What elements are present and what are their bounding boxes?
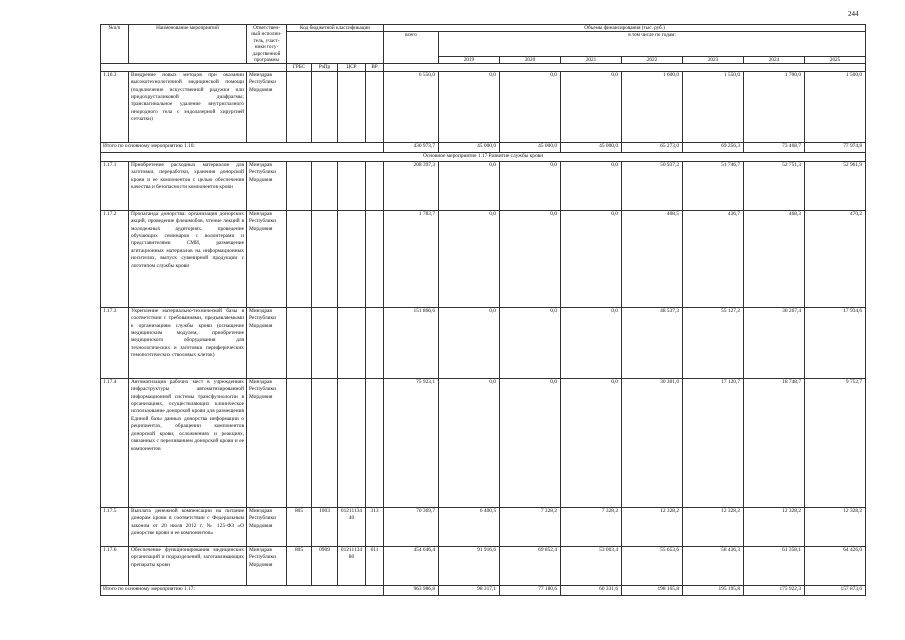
- year-value: 1 600,0: [622, 71, 683, 142]
- year-value: 0,0: [439, 161, 500, 210]
- code-grbs: 805: [287, 546, 312, 585]
- measure-name: Внедрение новых методов при оказании высокотехнологичной медицинской помощи (подключение искусственной радужки или иридохрусталиковой диафрагмы; трансвагинальное удаление внутриглазного инородного тела с эндолазерной хирургией сетчатки): [129, 71, 247, 142]
- year-value: 6 400,5: [439, 507, 500, 546]
- total-year-value: 45 000,0: [561, 142, 622, 152]
- year-value: 12 328,2: [622, 507, 683, 546]
- total-row: [101, 142, 866, 152]
- table-row: [101, 71, 866, 142]
- code-vr: [366, 307, 384, 378]
- financing-table: [100, 24, 866, 596]
- year-value: 18 748,7: [744, 378, 805, 507]
- year-value: 61 358,1: [744, 546, 805, 585]
- responsible-executor: Минздрав Республики Мордовия: [247, 210, 287, 307]
- measure-name: Приобретение расходных материалов для заготовки, переработки, хранения донорской крови и ее компонентов с целью обеспечения качества и безопасности компонентов крови: [129, 161, 247, 210]
- total-label: Итого по основному мероприятию 1.17:: [101, 585, 384, 595]
- table-row: [101, 507, 866, 546]
- code-grbs: [287, 210, 312, 307]
- code-vr: [366, 161, 384, 210]
- total-value: 454 646,4: [384, 546, 439, 585]
- header-grbs: ГРБС: [287, 64, 312, 71]
- year-value: 64 426,0: [805, 546, 866, 585]
- year-value: 48 537,3: [622, 307, 683, 378]
- header-codes-spacer: [101, 64, 287, 71]
- code-csr: [338, 307, 366, 378]
- total-year-value: 198 165,8: [622, 585, 683, 595]
- code-vr: 313: [366, 507, 384, 546]
- year-value: 7 328,2: [500, 507, 561, 546]
- measure-name: Автоматизация рабочих мест в учреждениях инфраструктуры автоматизированной информационной системы трансфузиологии в организациях, осуществляющих клиническое использование донорской крови для размещения Единой базы данных донорства информации о реципиентах, обращении компонентов донорской крови, осложнениях и реакциях, связанных с переливанием донорской крови и ее компонентов: [129, 378, 247, 507]
- year-value: 7 328,2: [561, 507, 622, 546]
- header-row-1: [101, 25, 866, 32]
- header-num: №п/п: [101, 25, 129, 64]
- code-vr: 611: [366, 546, 384, 585]
- year-value: 468,3: [744, 210, 805, 307]
- year-value: 17 934,6: [805, 307, 866, 378]
- year-value: 0,0: [500, 378, 561, 507]
- header-name: Наименование мероприятий: [129, 25, 247, 64]
- code-rzpr: [312, 307, 338, 378]
- row-number: 1.17.1: [101, 161, 129, 210]
- total-value: 1 783,7: [384, 210, 439, 307]
- header-volume-spacer: [384, 64, 866, 71]
- table-row: [101, 378, 866, 507]
- code-grbs: 805: [287, 507, 312, 546]
- code-csr: [338, 161, 366, 210]
- code-grbs: [287, 307, 312, 378]
- year-value: 0,0: [500, 161, 561, 210]
- year-value: 0,0: [439, 210, 500, 307]
- year-value: 436,7: [683, 210, 744, 307]
- year-value: 9 752,7: [805, 378, 866, 507]
- total-year-value: 60 331,6: [561, 585, 622, 595]
- year-value: 69 852,4: [500, 546, 561, 585]
- total-year-value: 45 000,0: [500, 142, 561, 152]
- year-value: 12 328,2: [744, 507, 805, 546]
- header-responsible: Ответствен-ный исполни-тель, участ-ники госу-дарственной программы: [247, 25, 287, 64]
- year-value: 0,0: [561, 378, 622, 507]
- table-row: [101, 546, 866, 585]
- row-number: 1.17.4: [101, 378, 129, 507]
- header-vr: ВР: [366, 64, 384, 71]
- year-value: 1 700,0: [744, 71, 805, 142]
- code-grbs: [287, 71, 312, 142]
- year-value: 30 301,0: [622, 378, 683, 507]
- header-year-2023: 2023: [683, 57, 744, 64]
- year-value: 58 436,3: [683, 546, 744, 585]
- year-value: 12 328,2: [683, 507, 744, 546]
- table-row: [101, 210, 866, 307]
- code-rzpr: 1003: [312, 507, 338, 546]
- year-value: 1 550,0: [683, 71, 744, 142]
- code-vr: [366, 71, 384, 142]
- year-value: 91 916,6: [439, 546, 500, 585]
- total-sum: 430 973,7: [384, 142, 439, 152]
- total-label: Итого по основному мероприятию 1.16:: [101, 142, 384, 152]
- year-value: 0,0: [561, 71, 622, 142]
- measure-name: Выплата денежной компенсации на питание донорам крови в соответствии с Федеральным законом от 20 июля 2012 г. № 125-ФЗ «О донорстве крови и ее компонентов»: [129, 507, 247, 546]
- year-value: 0,0: [561, 161, 622, 210]
- header-year-2019: 2019: [439, 57, 500, 64]
- measure-name: Пропаганда донорства: организация донорских акций, проведение флешмобов, чтение лекций в молодежных аудиториях, проведение обучающих семинаров с волонтерами и представителями СМИ, размещение агитационных материалов на информационных носителях, выпуск сувенирной продукции с логотипом службы крови: [129, 210, 247, 307]
- row-number: 1.17.6: [101, 546, 129, 585]
- total-year-value: 65 273,0: [622, 142, 683, 152]
- year-value: 55 653,6: [622, 546, 683, 585]
- header-budget-empty: [287, 32, 384, 64]
- header-total: всего: [384, 32, 439, 64]
- year-value: 0,0: [500, 210, 561, 307]
- year-value: 52 751,3: [744, 161, 805, 210]
- code-csr: [338, 378, 366, 507]
- year-value: 0,0: [500, 307, 561, 378]
- year-value: 470,2: [805, 210, 866, 307]
- code-grbs: [287, 161, 312, 210]
- table-row: [101, 161, 866, 210]
- responsible-executor: Минздрав Республики Мордовия: [247, 378, 287, 507]
- responsible-executor: Минздрав Республики Мордовия: [247, 307, 287, 378]
- total-year-value: 195 195,8: [683, 585, 744, 595]
- total-year-value: 45 000,0: [439, 142, 500, 152]
- code-csr: [338, 210, 366, 307]
- total-year-value: 157 873,6: [805, 585, 866, 595]
- total-value: 75 923,1: [384, 378, 439, 507]
- total-year-value: 175 922,3: [744, 585, 805, 595]
- header-year-2025: 2025: [805, 57, 866, 64]
- row-number: 1.17.5: [101, 507, 129, 546]
- header-budget-code: Код бюджетной классификации: [287, 25, 384, 32]
- total-value: 6 550,0: [384, 71, 439, 142]
- code-rzpr: 0909: [312, 546, 338, 585]
- year-value: 51 746,7: [683, 161, 744, 210]
- total-value: 70 369,7: [384, 507, 439, 546]
- code-grbs: [287, 378, 312, 507]
- code-vr: [366, 378, 384, 507]
- year-value: 408,5: [622, 210, 683, 307]
- total-sum: 963 986,8: [384, 585, 439, 595]
- header-row-4: [101, 64, 866, 71]
- section-title: Основное мероприятие 1.17 Развитие службы крови: [101, 152, 866, 161]
- code-csr: [338, 71, 366, 142]
- code-rzpr: [312, 210, 338, 307]
- table-row: [101, 307, 866, 378]
- code-csr: 01211134 80: [338, 546, 366, 585]
- responsible-executor: Минздрав Республики Мордовия: [247, 161, 287, 210]
- total-value: 208 397,3: [384, 161, 439, 210]
- responsible-executor: Минздрав Республики Мордовия: [247, 546, 287, 585]
- code-rzpr: [312, 161, 338, 210]
- header-including: в том числе по годам:: [439, 32, 866, 57]
- year-value: 55 127,2: [683, 307, 744, 378]
- year-value: 0,0: [561, 307, 622, 378]
- header-volume: Объемы финансирования (тыс. руб.): [384, 25, 866, 32]
- responsible-executor: Минздрав Республики Мордовия: [247, 507, 287, 546]
- year-value: 17 120,7: [683, 378, 744, 507]
- year-value: 0,0: [439, 307, 500, 378]
- code-rzpr: [312, 71, 338, 142]
- total-year-value: 73 468,7: [744, 142, 805, 152]
- header-year-2021: 2021: [561, 57, 622, 64]
- row-number: 1.16.3: [101, 71, 129, 142]
- year-value: 0,0: [500, 71, 561, 142]
- year-value: 1 500,0: [805, 71, 866, 142]
- header-csr: ЦСР: [338, 64, 366, 71]
- year-value: 12 328,2: [805, 507, 866, 546]
- row-number: 1.17.2: [101, 210, 129, 307]
- total-year-value: 77 180,6: [500, 585, 561, 595]
- year-value: 0,0: [439, 71, 500, 142]
- year-value: 30 267,4: [744, 307, 805, 378]
- total-row: [101, 585, 866, 595]
- code-vr: [366, 210, 384, 307]
- measure-name: Обеспечение функционирования медицинских организаций и подразделений, заготавливающих препараты крови: [129, 546, 247, 585]
- header-year-2022: 2022: [622, 57, 683, 64]
- total-year-value: 77 974,8: [805, 142, 866, 152]
- header-year-2024: 2024: [744, 57, 805, 64]
- year-value: 0,0: [561, 210, 622, 307]
- year-value: 50 937,2: [622, 161, 683, 210]
- year-value: 53 003,4: [561, 546, 622, 585]
- page-number: 244: [848, 10, 859, 18]
- header-year-2020: 2020: [500, 57, 561, 64]
- code-csr: 01211134 40: [338, 507, 366, 546]
- total-year-value: 98 317,1: [439, 585, 500, 595]
- code-rzpr: [312, 378, 338, 507]
- total-value: 151 866,6: [384, 307, 439, 378]
- measure-name: Укрепление материально-технической базы в соответствии с требованиями, предъявляемыми к организациям службы крови (оснащение медицинским модулем, приобретение медицинского оборудования для технологических и заготовки периферических гемопоэтических стволовых клеток): [129, 307, 247, 378]
- year-value: 52 961,9: [805, 161, 866, 210]
- section-row: [101, 152, 866, 161]
- responsible-executor: Минздрав Республики Мордовия: [247, 71, 287, 142]
- total-year-value: 69 256,3: [683, 142, 744, 152]
- year-value: 0,0: [439, 378, 500, 507]
- header-rzpr: РзПр: [312, 64, 338, 71]
- row-number: 1.17.3: [101, 307, 129, 378]
